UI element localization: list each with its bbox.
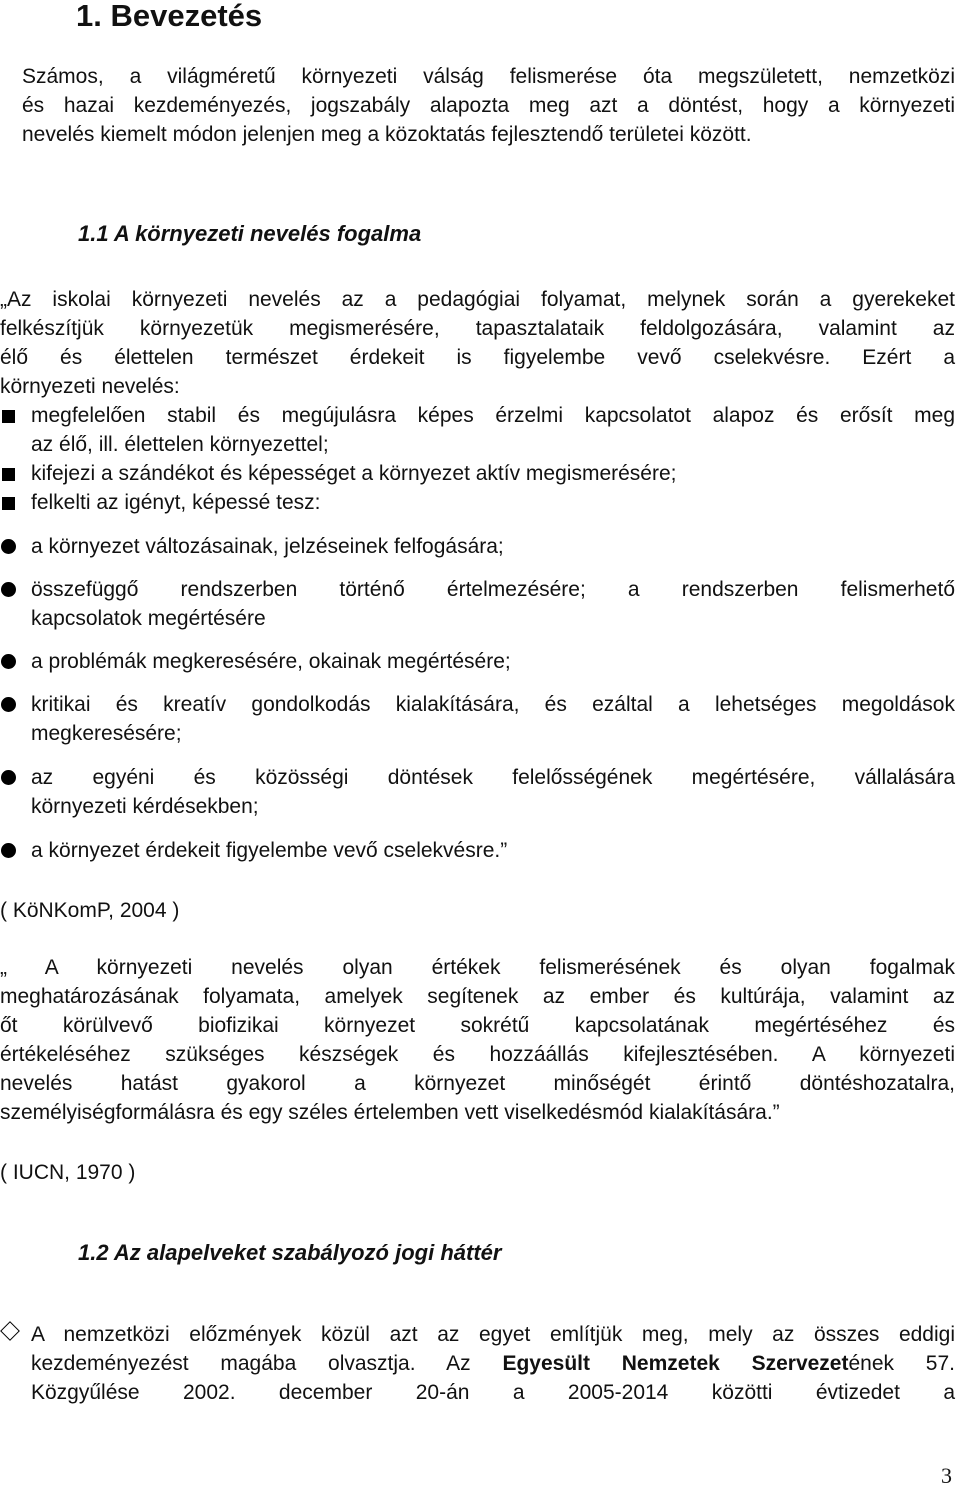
definition-quote: [0, 285, 955, 401]
list-item-text: megkeresésére;: [31, 722, 182, 745]
section-title-1-2: 1.2 Az alapelveket szabályozó jogi háttér: [78, 1240, 502, 1265]
quote-line: környezeti nevelés:: [0, 375, 180, 398]
list-item: [0, 763, 955, 821]
page-number: 3: [941, 1463, 952, 1488]
list-item-text-part: kezdeményezést magába olvasztja. Az: [31, 1352, 503, 1375]
square-bullet-icon: [2, 497, 15, 510]
quote-line: személyiségformálásra és egy széles értelemben vett viselkedésmód kialakítására.”: [0, 1101, 780, 1124]
list-item-text: felkelti az igényt, képessé tesz:: [31, 491, 321, 514]
round-bullet-icon: [1, 770, 16, 785]
intro-line: nevelés kiemelt módon jelenjen meg a közoktatás fejlesztendő területei között.: [22, 123, 752, 146]
quote-line: élő és élettelen természet érdekeit is figyelembe vevő cselekvésre. Ezért a: [0, 346, 955, 369]
square-bullet-icon: [2, 410, 15, 423]
list-item: [0, 575, 955, 633]
round-bullet-icon: [1, 654, 16, 669]
iucn-quote: [0, 953, 955, 1127]
list-item: [0, 1320, 955, 1407]
page-heading: 1. Bevezetés: [76, 0, 263, 33]
list-item-text-part: ének 57.: [848, 1352, 955, 1375]
quote-line: őt körülvevő biofizikai környezet sokrétű kapcsolatának megértéséhez és: [0, 1014, 955, 1037]
list-item-text: a problémák megkeresésére, okainak megértésére;: [31, 650, 511, 673]
round-bullet-icon: [1, 843, 16, 858]
diamond-bullet-icon: [0, 1321, 20, 1341]
organization-name: Egyesült Nemzetek Szervezet: [502, 1352, 849, 1375]
list-item-text: A nemzetközi előzmények közül azt az egyet említjük meg, mely az összes eddigi: [31, 1323, 955, 1346]
list-item: [0, 488, 955, 517]
round-bullet-icon: [1, 539, 16, 554]
list-item: [0, 647, 955, 676]
list-item-text: az élő, ill. élettelen környezettel;: [31, 433, 329, 456]
list-item-text: a környezet érdekeit figyelembe vevő cselekvésre.”: [31, 839, 508, 862]
list-item-text: az egyéni és közösségi döntések felelősségének megértésére, vállalására: [31, 766, 955, 789]
intro-line: és hazai kezdeményezés, jogszabály alapozta meg azt a döntést, hogy a környezeti: [22, 94, 955, 117]
quote-line: értékeléséhez szükséges készségek és hozzáállás kifejlesztésében. A környezeti: [0, 1043, 955, 1066]
citation: ( IUCN, 1970 ): [0, 1161, 136, 1184]
quote-line: felkészítjük környezetük megismerésére, tapasztalataik feldolgozására, valamint az: [0, 317, 955, 340]
list-item-text: kifejezi a szándékot és képességet a környezet aktív megismerésére;: [31, 462, 677, 485]
quote-line: nevelés hatást gyakorol a környezet minőségét érintő döntéshozatalra,: [0, 1072, 955, 1095]
citation: ( KöNKomP, 2004 ): [0, 899, 180, 922]
list-item-text: megfelelően stabil és megújulásra képes érzelmi kapcsolatot alapoz és erősít meg: [31, 404, 955, 427]
intro-line: Számos, a világméretű környezeti válság felismerése óta megszületett, nemzetközi: [22, 65, 955, 88]
quote-line: „Az iskolai környezeti nevelés az a pedagógiai folyamat, melynek során a gyerekeket: [0, 288, 955, 311]
list-item: [0, 401, 955, 459]
list-item-text: kritikai és kreatív gondolkodás kialakítására, és ezáltal a lehetséges megoldások: [31, 693, 955, 716]
square-bullet-icon: [2, 468, 15, 481]
list-item: [0, 532, 955, 561]
section-title-1-1: 1.1 A környezeti nevelés fogalma: [78, 221, 422, 246]
list-item: [0, 836, 955, 865]
list-item-text: összefüggő rendszerben történő értelmezésére; a rendszerben felismerhető: [31, 578, 955, 601]
quote-line: meghatározásának folyamata, amelyek segítenek az ember és kultúrája, valamint az: [0, 985, 955, 1008]
list-item: [0, 690, 955, 748]
list-item-text: kapcsolatok megértésére: [31, 607, 266, 630]
list-item-text: Közgyűlése 2002. december 20-án a 2005-2014 közötti évtizedet a: [31, 1381, 955, 1404]
list-item-text: környezeti kérdésekben;: [31, 795, 259, 818]
round-bullet-icon: [1, 697, 16, 712]
list-item-text: a környezet változásainak, jelzéseinek felfogására;: [31, 535, 504, 558]
intro-paragraph: [0, 62, 955, 149]
list-item-text: [31, 1349, 955, 1378]
round-bullet-icon: [1, 582, 16, 597]
quote-line: „ A környezeti nevelés olyan értékek felismerésének és olyan fogalmak: [0, 956, 955, 979]
list-item: [0, 459, 955, 488]
